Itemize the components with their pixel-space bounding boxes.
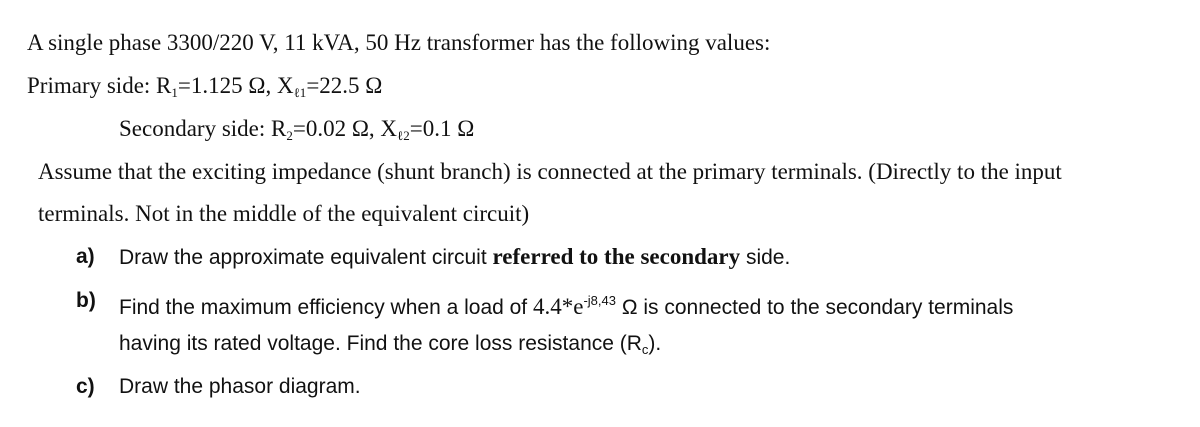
assumption-line-1: [38, 158, 1062, 186]
item-b-line2-post: ).: [648, 332, 662, 355]
item-a-bold: referred to the secondary: [492, 244, 741, 269]
assumption-line-2: [38, 200, 529, 228]
item-b-marker: b): [76, 289, 96, 312]
item-b-load: 4.4*e: [532, 294, 584, 319]
item-b-line2-pre: having its rated voltage. Find the core loss resistance (R: [119, 332, 642, 355]
secondary-x-value: =0.1 Ω: [409, 116, 475, 141]
secondary-label: Secondary side: R: [119, 116, 287, 141]
primary-r-subscript: 1: [171, 85, 178, 100]
secondary-r-value: =0.02 Ω, X: [292, 116, 398, 141]
primary-x-value: =22.5 Ω: [306, 73, 383, 98]
secondary-r-subscript: 2: [286, 128, 293, 143]
secondary-x-subscript: ℓ2: [397, 128, 410, 143]
primary-values-line: [27, 72, 382, 107]
item-a-post: side.: [740, 246, 791, 269]
item-b-load-exponent: -j8,43: [583, 293, 616, 308]
primary-x-subscript: ℓ1: [293, 85, 307, 100]
primary-r-value: =1.125 Ω, X: [177, 73, 294, 98]
item-b-text-line-1: [119, 287, 1013, 322]
intro-text: A single phase 3300/220 V, 11 kVA, 50 Hz transformer has the following values:: [27, 30, 771, 55]
assumption-text-1: Assume that the exciting impedance (shunt branch) is connected at the primary terminals. (Directly to the input: [38, 159, 1062, 184]
item-b-text-line-2: [119, 330, 661, 364]
item-c-label: Draw the phasor diagram.: [119, 375, 361, 398]
item-b-post: Ω is connected to the secondary terminals: [615, 296, 1014, 319]
item-b-pre: Find the maximum efficiency when a load of: [119, 296, 533, 319]
item-b-line2-subscript: c: [641, 342, 649, 357]
item-a-text: [119, 243, 790, 272]
item-a-marker: a): [76, 245, 95, 268]
secondary-values-line: [119, 115, 474, 150]
primary-label: Primary side: R: [27, 73, 172, 98]
item-c-marker: c): [76, 375, 95, 398]
item-c-text: [119, 373, 361, 401]
intro-line: [27, 29, 770, 57]
assumption-text-2: terminals. Not in the middle of the equivalent circuit): [38, 201, 530, 226]
item-a-pre: Draw the approximate equivalent circuit: [119, 246, 493, 269]
